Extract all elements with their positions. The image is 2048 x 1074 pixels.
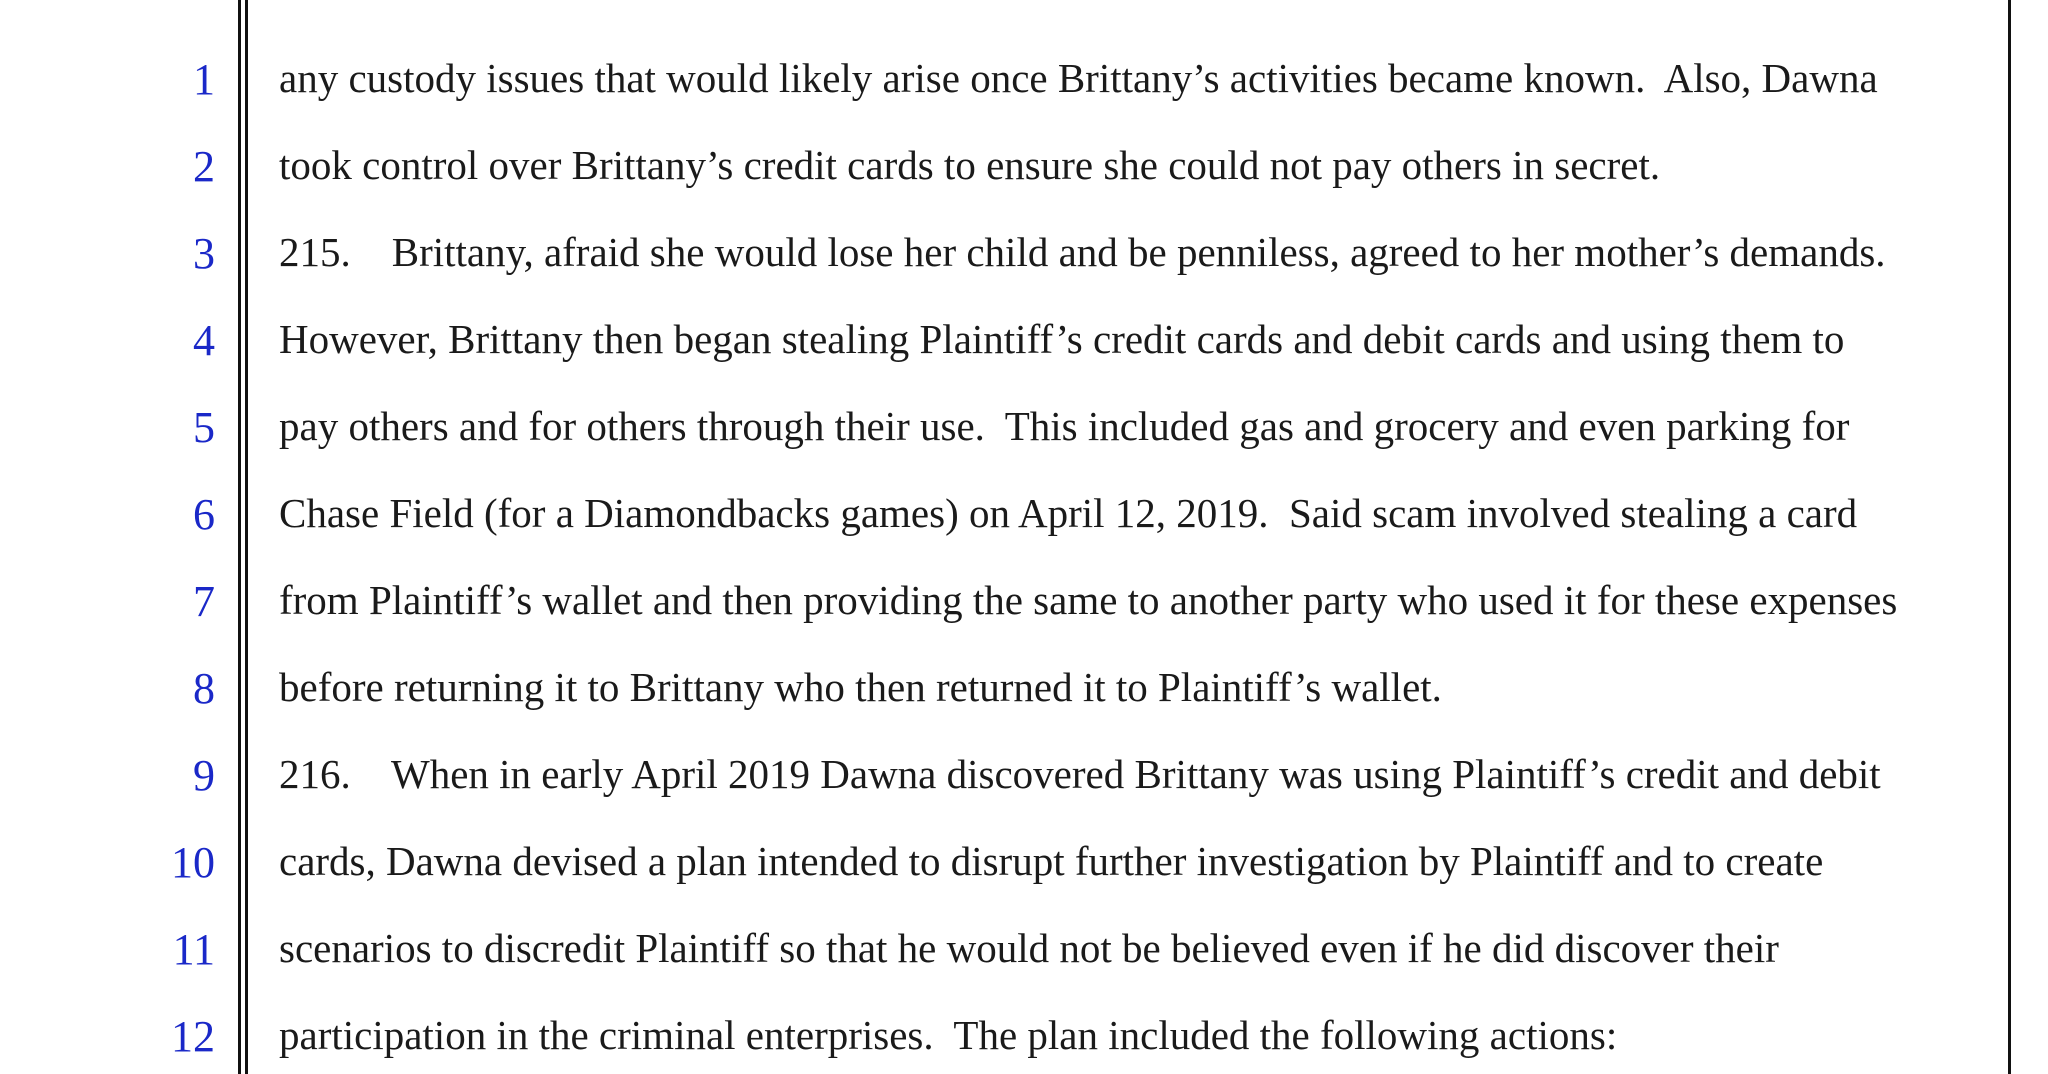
line-number: 7	[193, 577, 215, 626]
line-number: 12	[171, 1012, 215, 1061]
text-line: cards, Dawna devised a plan intended to disrupt further investigation by Plaintiff and to create	[279, 838, 1824, 884]
text-line: However, Brittany then began stealing Plaintiff’s credit cards and debit cards and using them to	[279, 316, 1845, 362]
line-number-column	[0, 0, 215, 1074]
text-line: before returning it to Brittany who then returned it to Plaintiff’s wallet.	[279, 664, 1442, 710]
text-line: took control over Brittany’s credit cards to ensure she could not pay others in secret.	[279, 142, 1661, 188]
line-number: 4	[193, 316, 215, 365]
line-number: 8	[193, 664, 215, 713]
right-margin-rule	[2008, 0, 2011, 1074]
left-margin-rule-inner	[245, 0, 248, 1074]
line-number: 3	[193, 229, 215, 278]
line-number: 6	[193, 490, 215, 539]
line-number: 11	[172, 925, 215, 974]
paragraph-215-line: 215. Brittany, afraid she would lose her child and be penniless, agreed to her mother’s demands.	[279, 229, 1886, 275]
line-number: 1	[193, 55, 215, 104]
line-number: 5	[193, 403, 215, 452]
line-number: 10	[171, 838, 215, 887]
line-number: 9	[193, 751, 215, 800]
paragraph-216-line: 216. When in early April 2019 Dawna discovered Brittany was using Plaintiff’s credit and debit	[279, 751, 1881, 797]
line-number: 2	[193, 142, 215, 191]
text-line: from Plaintiff’s wallet and then providing the same to another party who used it for these expenses	[279, 577, 1898, 623]
document-body	[279, 0, 2004, 1074]
text-line: Chase Field (for a Diamondbacks games) on April 12, 2019. Said scam involved stealing a card	[279, 490, 1858, 536]
text-line: pay others and for others through their use. This included gas and grocery and even parking for	[279, 403, 1850, 449]
text-line: any custody issues that would likely arise once Brittany’s activities became known. Also, Dawna	[279, 55, 1878, 101]
text-line: scenarios to discredit Plaintiff so that he would not be believed even if he did discover their	[279, 925, 1779, 971]
text-line: participation in the criminal enterprises. The plan included the following actions:	[279, 1012, 1618, 1058]
left-margin-rule-outer	[238, 0, 241, 1074]
